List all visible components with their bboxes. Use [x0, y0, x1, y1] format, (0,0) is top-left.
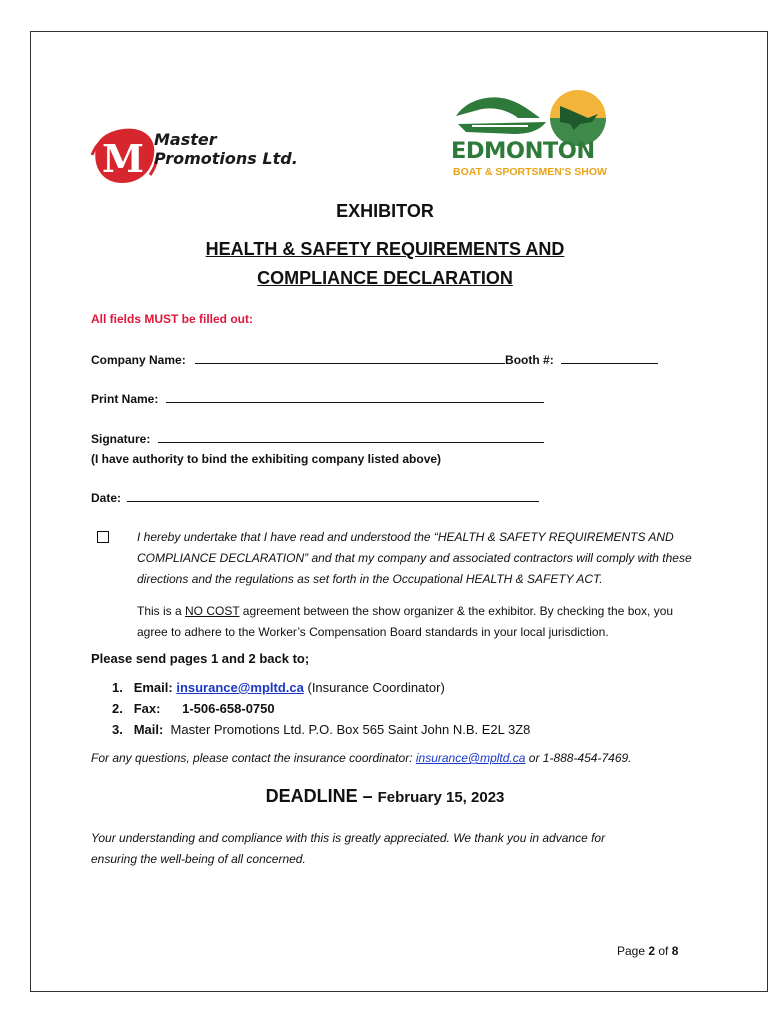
deadline-label: DEADLINE – — [265, 786, 378, 806]
company-name-field[interactable] — [195, 353, 505, 364]
master-promotions-line1: Master — [154, 130, 217, 149]
questions-email-link[interactable]: insurance@mpltd.ca — [415, 751, 526, 765]
mail-label: Mail: — [133, 722, 164, 737]
contact-mail-row — [112, 719, 530, 740]
company-name-label: Company Name: — [91, 353, 186, 367]
page-subtitle — [0, 235, 770, 293]
subtitle-line-1: HEALTH & SAFETY REQUIREMENTS AND — [205, 239, 565, 259]
required-fields-note: All fields MUST be filled out: — [91, 312, 253, 326]
contact-email-row — [112, 677, 530, 698]
questions-suffix: or 1-888-454-7469. — [525, 751, 632, 765]
signature-field[interactable] — [158, 432, 544, 443]
list-number: 1. — [112, 680, 123, 695]
declaration-text: I hereby undertake that I have read and understood the “HEALTH & SAFETY REQUIREMENTS AND COMPLIANCE DECLARATION” and that my company and associated contractors will comply with these directions and the regulations as set forth in the Occupational HEALTH & SAFETY ACT. — [137, 530, 692, 586]
questions-prefix: For any questions, please contact the insurance coordinator: — [91, 751, 416, 765]
fax-label: Fax: — [133, 701, 161, 716]
page-of: of — [655, 944, 672, 958]
subtitle-line-2: COMPLIANCE DECLARATION — [257, 268, 513, 288]
list-number: 2. — [112, 701, 123, 716]
list-number: 3. — [112, 722, 123, 737]
deadline — [0, 786, 770, 807]
no-cost-paragraph — [137, 601, 697, 643]
mail-address: Master Promotions Ltd. P.O. Box 565 Saint John N.B. E2L 3Z8 — [170, 722, 531, 737]
agreement-checkbox[interactable] — [97, 531, 109, 543]
contact-fax-row — [112, 698, 530, 719]
master-promotions-letter: M — [102, 136, 145, 181]
page-prefix: Page — [617, 944, 649, 958]
no-cost-emphasis: NO COST — [185, 604, 240, 618]
page-total: 8 — [671, 944, 679, 958]
master-promotions-line2: Promotions Ltd. — [154, 149, 298, 168]
insurance-email-link[interactable]: insurance@mpltd.ca — [176, 680, 304, 695]
print-name-row — [91, 392, 544, 406]
email-label: Email: — [133, 680, 173, 695]
closing-note: Your understanding and compliance with this is greatly appreciated. We thank you in advance for ensuring the well-being of all concerned. — [91, 831, 606, 866]
fax-number: 1-506-658-0750 — [182, 701, 275, 716]
page-number — [617, 944, 678, 958]
signature-label: Signature: — [91, 432, 151, 446]
edmonton-subtitle: BOAT & SPORTSMEN'S SHOW — [453, 166, 607, 178]
company-name-row — [91, 353, 658, 367]
page-current: 2 — [648, 944, 656, 958]
email-extra: (Insurance Coordinator) — [303, 680, 445, 695]
no-cost-prefix: This is a — [137, 604, 186, 618]
contact-list — [112, 677, 530, 740]
edmonton-wordmark: EDMONTON — [451, 138, 595, 164]
booth-number-field[interactable] — [561, 353, 658, 364]
questions-note — [91, 751, 632, 765]
booth-label: Booth #: — [505, 353, 554, 367]
send-back-heading: Please send pages 1 and 2 back to; — [91, 651, 310, 666]
authority-note: (I have authority to bind the exhibiting company listed above) — [91, 452, 442, 466]
date-label: Date: — [91, 491, 122, 505]
no-cost-suffix: agreement between the show organizer & the exhibitor. By checking the box, you agree to adhere to the Worker’s Compensation Board standards in your local jurisdiction. — [137, 604, 674, 639]
signature-row — [91, 432, 544, 446]
print-name-label: Print Name: — [91, 392, 159, 406]
date-field[interactable] — [127, 491, 539, 502]
print-name-field[interactable] — [166, 392, 544, 403]
deadline-date: February 15, 2023 — [377, 789, 505, 806]
master-promotions-wordmark — [154, 130, 298, 168]
date-row — [91, 491, 539, 505]
page-title: EXHIBITOR — [336, 201, 434, 221]
